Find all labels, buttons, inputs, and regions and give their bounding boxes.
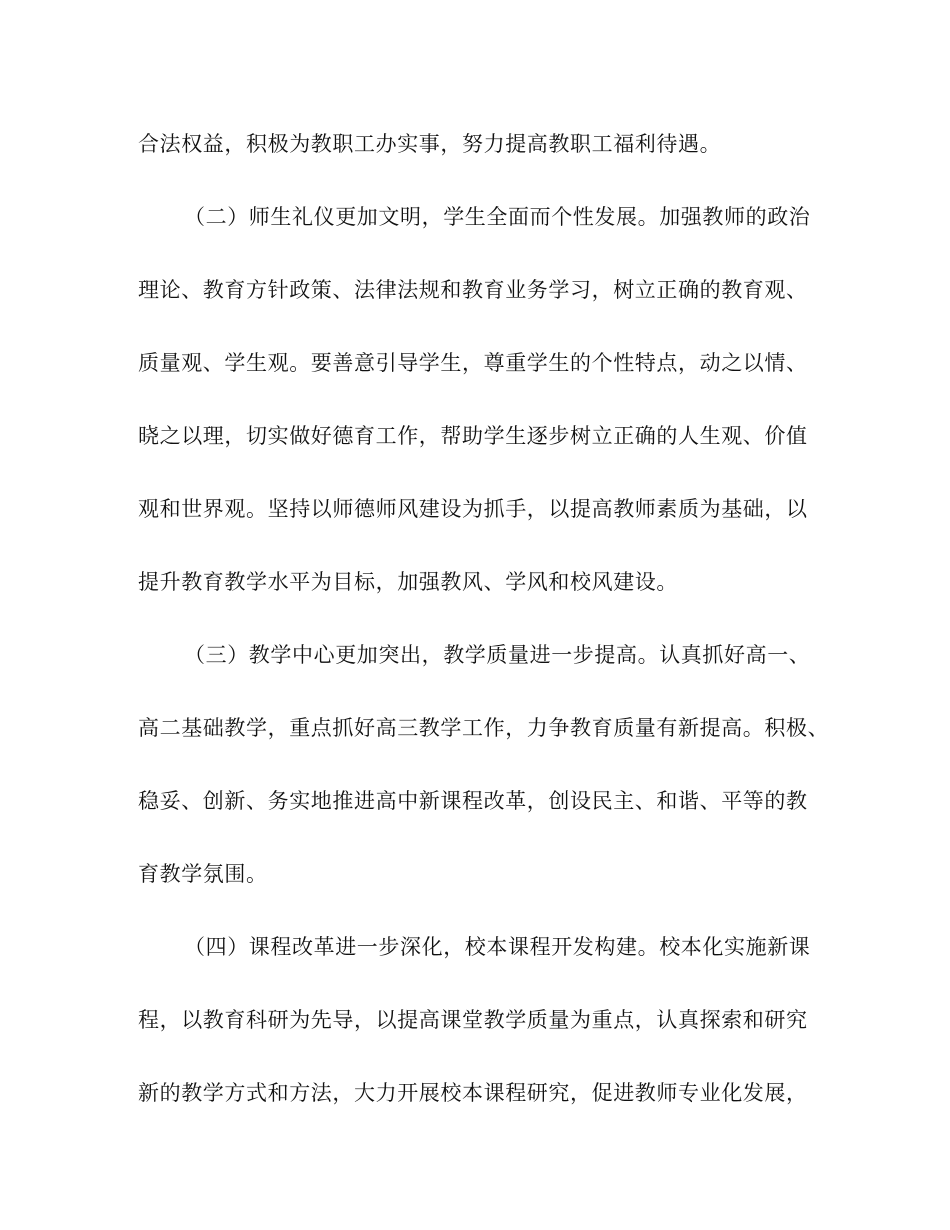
paragraph-heading-line: （四）课程改革进一步深化，校本课程开发构建。校本化实施新课: [184, 935, 811, 959]
text-line: 稳妥、创新、务实地推进高中新课程改革，创设民主、和谐、平等的教: [138, 789, 808, 813]
text-line: 新的教学方式和方法，大力开展校本课程研究，促进教师专业化发展，: [138, 1081, 808, 1105]
text-line: 提升教育教学水平为目标，加强教风、学风和校风建设。: [138, 570, 678, 594]
text-line: 理论、教育方针政策、法律法规和教育业务学习，树立正确的教育观、: [138, 278, 808, 302]
text-line: 合法权益，积极为教职工办实事，努力提高教职工福利待遇。: [138, 132, 722, 156]
text-line: 观和世界观。坚持以师德师风建设为抓手，以提高教师素质为基础，以: [138, 497, 808, 521]
paragraph-heading-line: （二）师生礼仪更加文明，学生全面而个性发展。加强教师的政治: [184, 205, 811, 229]
text-line: 程，以教育科研为先导，以提高课堂教学质量为重点，认真探索和研究: [138, 1008, 808, 1032]
text-line: 高二基础教学，重点抓好高三教学工作，力争教育质量有新提高。积极、: [138, 716, 830, 740]
paragraph-heading-line: （三）教学中心更加突出，教学质量进一步提高。认真抓好高一、: [184, 643, 811, 667]
text-line: 育教学氛围。: [138, 862, 268, 886]
text-line: 晓之以理，切实做好德育工作，帮助学生逐步树立正确的人生观、价值: [138, 424, 808, 448]
text-line: 质量观、学生观。要善意引导学生，尊重学生的个性特点，动之以情、: [138, 351, 808, 375]
